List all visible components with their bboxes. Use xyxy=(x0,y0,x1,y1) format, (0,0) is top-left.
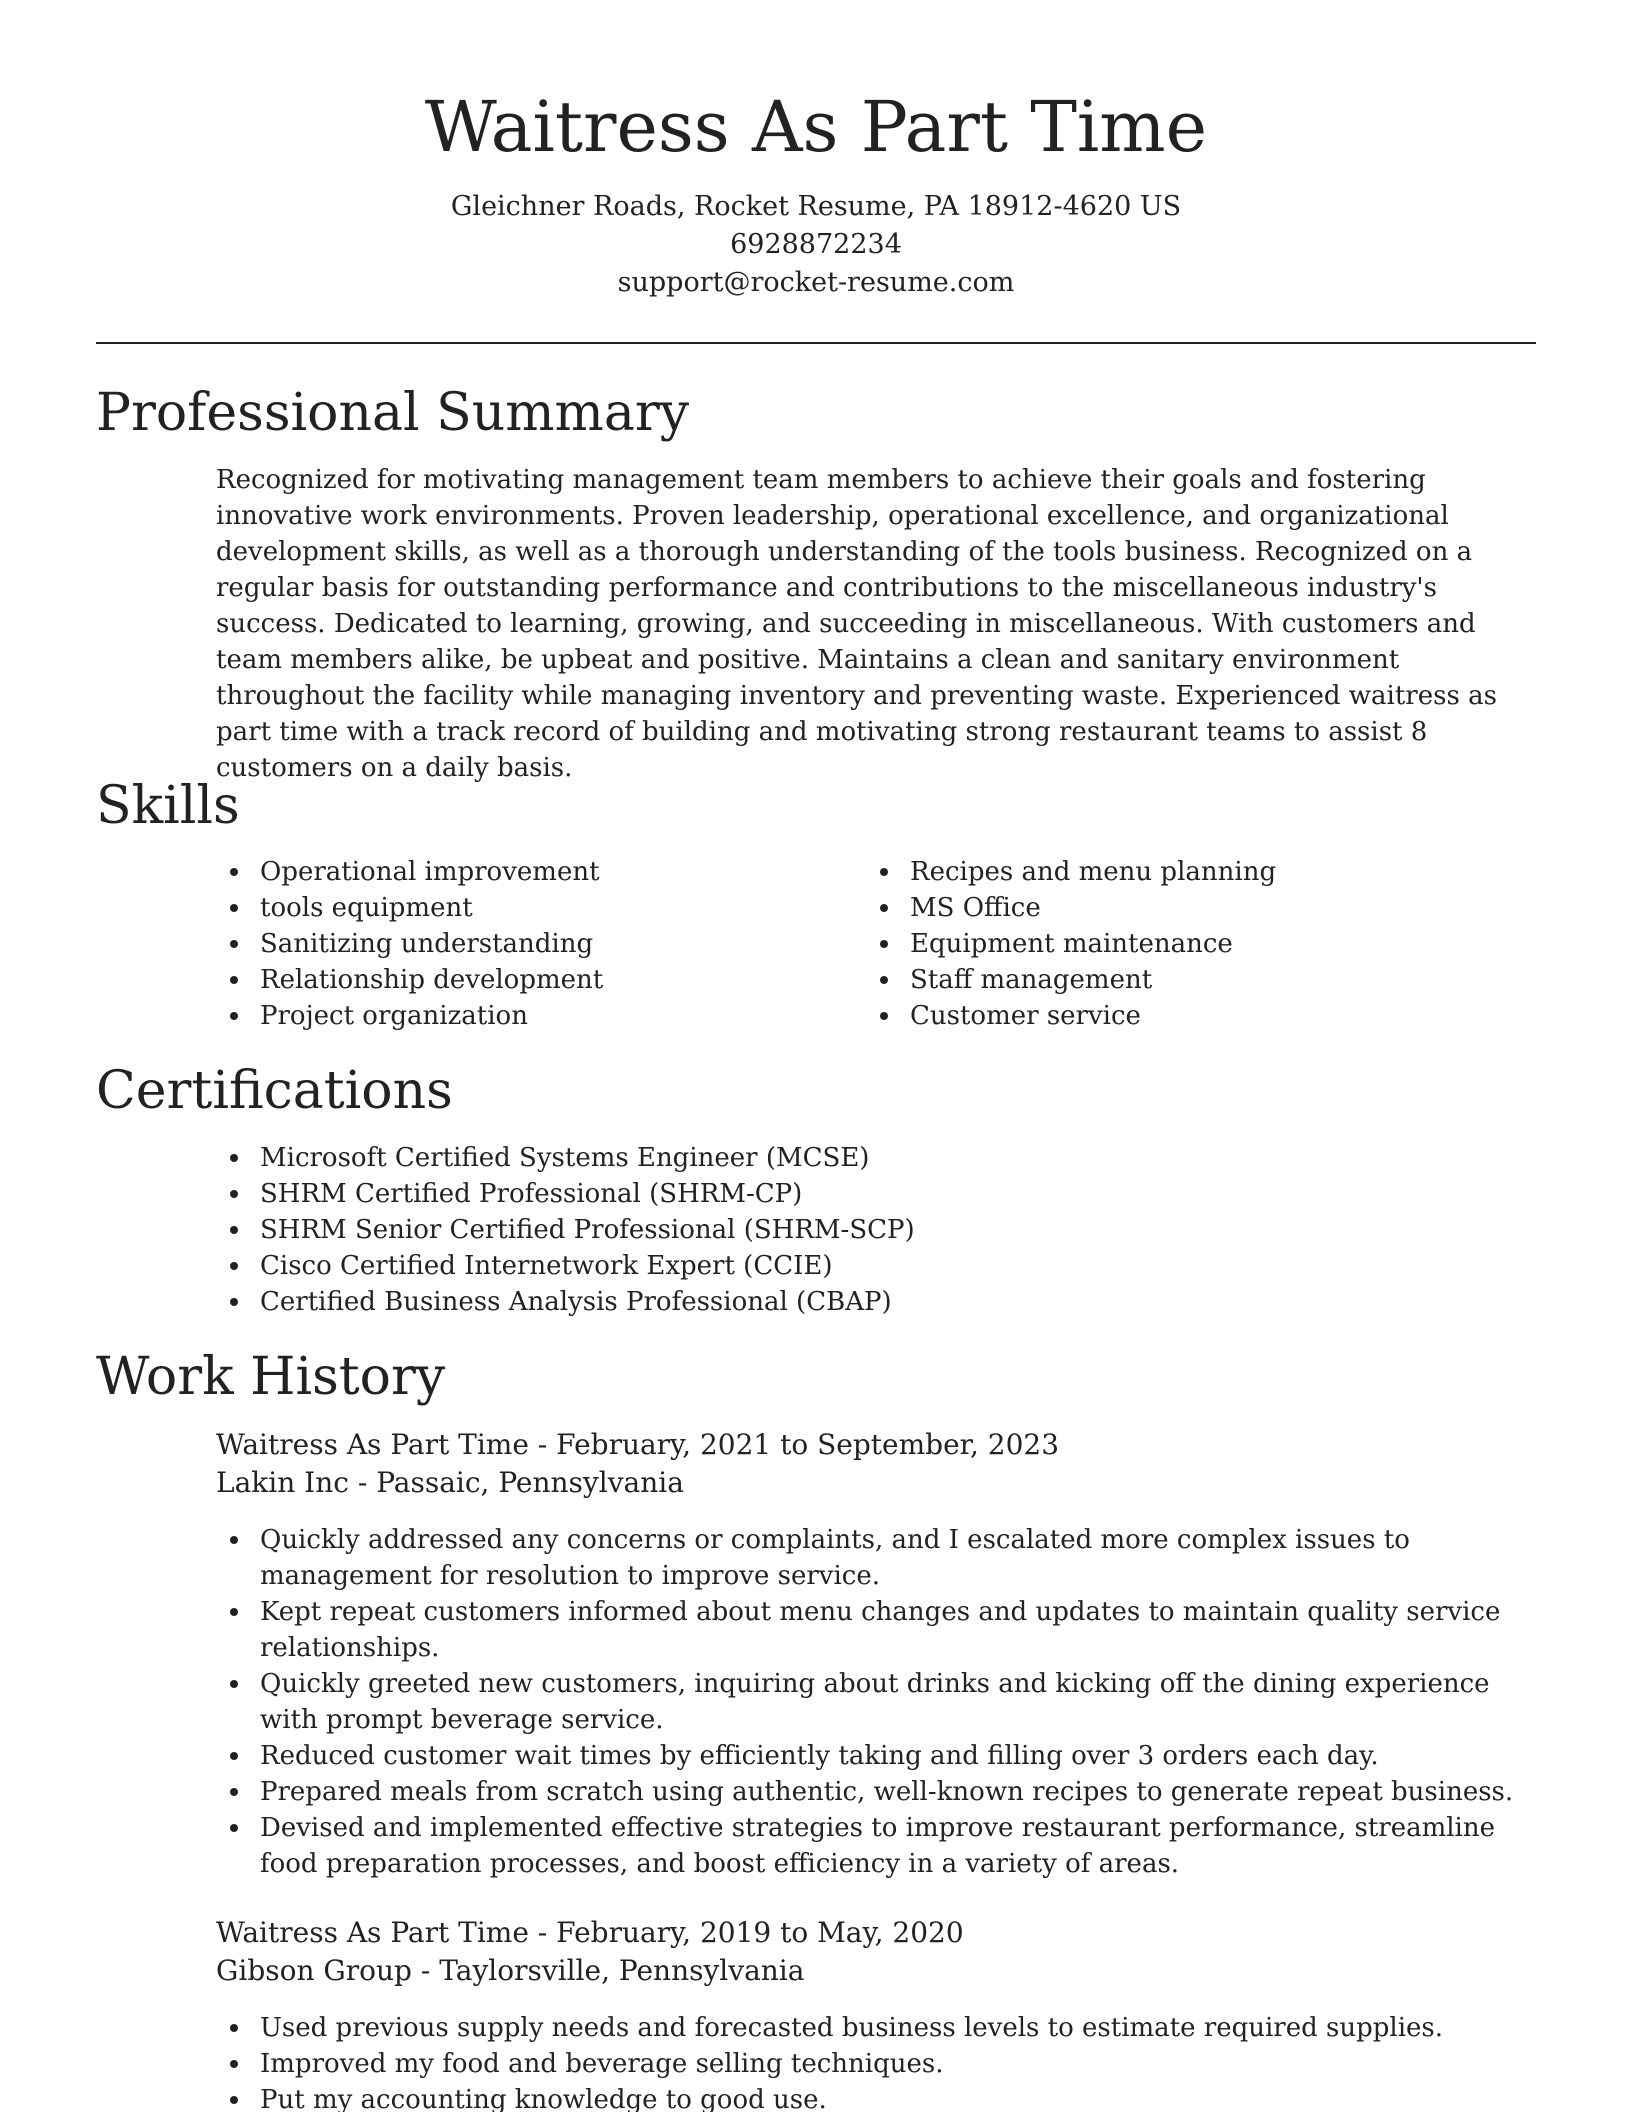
contact-info xyxy=(0,188,1632,302)
work-history-heading: Work History xyxy=(96,1347,446,1407)
job-company-line xyxy=(216,1952,1536,1990)
job-duties-list xyxy=(216,2010,1536,2112)
summary-text: Recognized for motivating management team members to achieve their goals and fostering innovative work environments. Proven leadership, operational excellence, and organizational development skills, as well as a thorough understanding of the tools business. Recognized on a regular basis for outstanding performance and contributions to the miscellaneous industry's success. Dedicated to learning, growing, and succeeding in miscellaneous. With customers and team members alike, be upbeat and positive. Maintains a clean and sanitary environment throughout the facility while managing inventory and preventing waste. Experienced waitress as part time with a track record of building and motivating strong restaurant teams to assist 8 customers on a daily basis. xyxy=(216,465,1497,783)
skills-list-right xyxy=(866,854,1506,1034)
certifications-heading: Certifications xyxy=(96,1061,453,1121)
certification-item: Cisco Certified Internetwork Expert (CCIE) xyxy=(216,1248,1536,1284)
job-location: Taylorsville, Pennsylvania xyxy=(439,1954,805,1987)
job-entry-header xyxy=(216,1426,1536,1502)
skill-item: Sanitizing understanding xyxy=(216,926,856,962)
job-title: Waitress As Part Time xyxy=(216,1428,529,1461)
job-title-line xyxy=(216,1426,1536,1464)
candidate-name: Waitress As Part Time xyxy=(424,86,1208,168)
certification-item: Microsoft Certified Systems Engineer (MCSE) xyxy=(216,1140,1536,1176)
job-duty-item: Used previous supply needs and forecasted business levels to estimate required supplies. xyxy=(216,2010,1536,2046)
separator: - xyxy=(528,1428,557,1461)
separator: - xyxy=(528,1916,557,1949)
summary-heading: Professional Summary xyxy=(96,383,690,443)
skill-item: Relationship development xyxy=(216,962,856,998)
job-duty-item: Quickly greeted new customers, inquiring about drinks and kicking off the dining experience with prompt beverage service. xyxy=(216,1666,1536,1738)
resume-header xyxy=(0,82,1632,302)
skill-item: tools equipment xyxy=(216,890,856,926)
skill-item: Staff management xyxy=(866,962,1506,998)
job-title: Waitress As Part Time xyxy=(216,1916,529,1949)
job-company: Gibson Group xyxy=(216,1954,412,1987)
job-duty-item: Reduced customer wait times by efficiently taking and filling over 3 orders each day. xyxy=(216,1738,1536,1774)
job-duty-item: Devised and implemented effective strategies to improve restaurant performance, streamline food preparation processes, and boost efficiency in a variety of areas. xyxy=(216,1810,1536,1882)
job-duty-item: Quickly addressed any concerns or complaints, and I escalated more complex issues to management for resolution to improve service. xyxy=(216,1522,1536,1594)
address-text: Gleichner Roads, Rocket Resume, PA 18912-4620 US xyxy=(450,191,1182,222)
skill-item: Customer service xyxy=(866,998,1506,1034)
certification-item: SHRM Senior Certified Professional (SHRM-SCP) xyxy=(216,1212,1536,1248)
job-entry-header xyxy=(216,1914,1536,1990)
job-company-line xyxy=(216,1464,1536,1502)
skills-heading: Skills xyxy=(96,776,240,836)
skill-item: MS Office xyxy=(866,890,1506,926)
skill-item: Project organization xyxy=(216,998,856,1034)
job-company: Lakin Inc xyxy=(216,1466,349,1499)
job-dates: February, 2021 to September, 2023 xyxy=(556,1428,1060,1461)
job-duty-item: Put my accounting knowledge to good use. xyxy=(216,2082,1536,2112)
separator: - xyxy=(411,1954,440,1987)
job-duty-item: Improved my food and beverage selling techniques. xyxy=(216,2046,1536,2082)
skill-item: Recipes and menu planning xyxy=(866,854,1506,890)
job-duty-item: Prepared meals from scratch using authentic, well-known recipes to generate repeat business. xyxy=(216,1774,1536,1810)
skills-list-left xyxy=(216,854,856,1034)
skill-item: Operational improvement xyxy=(216,854,856,890)
certification-item: Certified Business Analysis Professional (CBAP) xyxy=(216,1284,1536,1320)
job-title-line xyxy=(216,1914,1536,1952)
job-duties-list xyxy=(216,1522,1536,1882)
phone-text: 6928872234 xyxy=(730,229,902,260)
job-location: Passaic, Pennsylvania xyxy=(376,1466,684,1499)
header-divider xyxy=(96,342,1536,344)
certification-item: SHRM Certified Professional (SHRM-CP) xyxy=(216,1176,1536,1212)
job-dates: February, 2019 to May, 2020 xyxy=(556,1916,964,1949)
separator: - xyxy=(348,1466,377,1499)
job-duty-item: Kept repeat customers informed about menu changes and updates to maintain quality service relationships. xyxy=(216,1594,1536,1666)
email-text: support@rocket-resume.com xyxy=(617,267,1015,298)
certifications-list xyxy=(216,1140,1536,1320)
skill-item: Equipment maintenance xyxy=(866,926,1506,962)
